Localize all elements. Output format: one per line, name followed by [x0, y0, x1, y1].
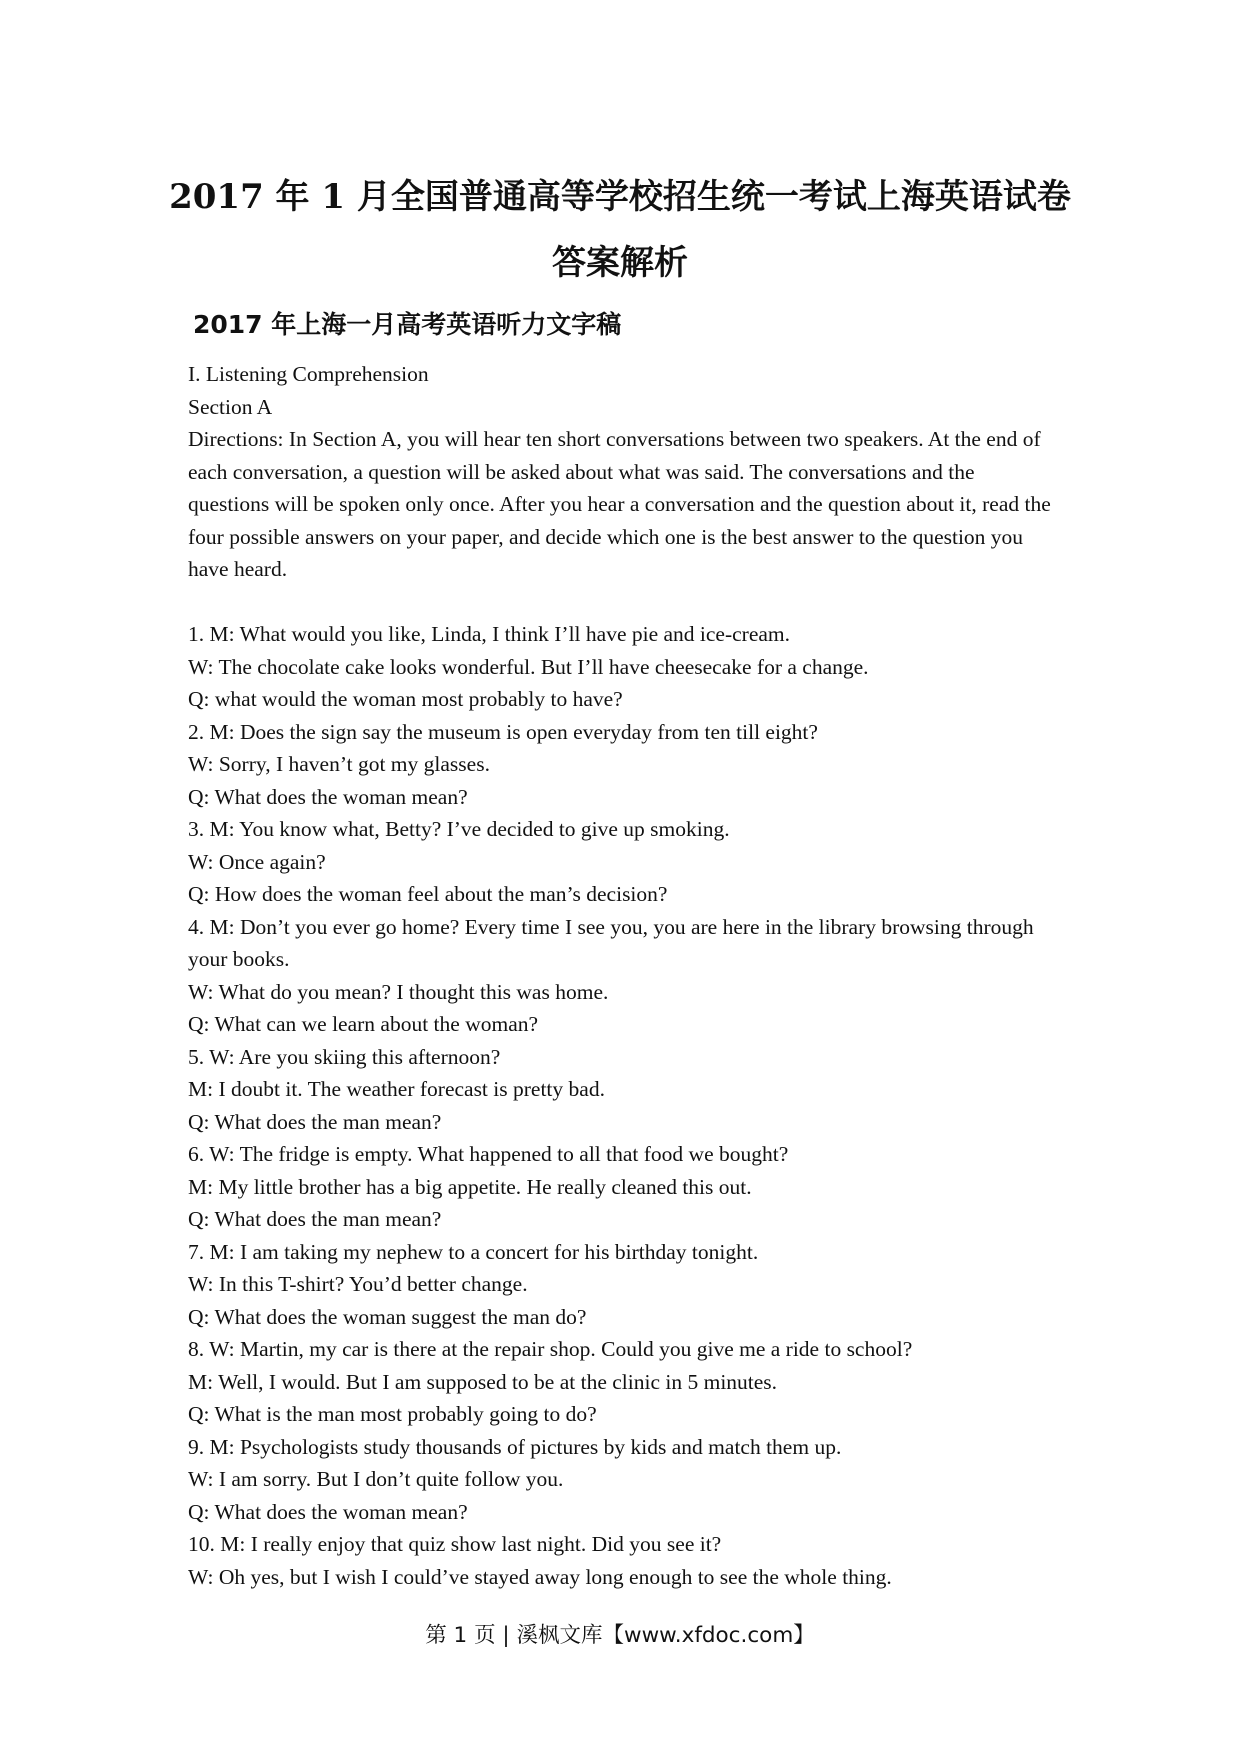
transcript-line: W: Once again?: [188, 849, 326, 874]
transcript-line: Q: What does the woman mean?: [188, 784, 468, 809]
transcript-line: Q: What does the woman suggest the man do?: [188, 1304, 587, 1329]
transcript-line: W: Oh yes, but I wish I could’ve stayed away long enough to see the whole thing.: [188, 1564, 892, 1589]
transcript-line: 7. M: I am taking my nephew to a concert for his birthday tonight.: [188, 1239, 759, 1264]
part-heading: I. Listening Comprehension: [188, 362, 429, 386]
document-title-line-1: 2017 年 1 月全国普通高等学校招生统一考试上海英语试卷: [169, 177, 1071, 217]
transcript-line: your books.: [188, 947, 290, 971]
directions-paragraph: Directions: In Section A, you will hear ten short conversations between two speakers. At the end of each conversation, a question will be asked about what was said. The conversations and the questions will be spoken only once. After you hear a conversation and the question about it, read the four possible answers on your paper, and decide which one is the best answer to the question you have heard.: [188, 427, 1051, 581]
transcript-line: Q: what would the woman most probably to have?: [188, 687, 623, 711]
transcript-line: Q: How does the woman feel about the man’s decision?: [188, 882, 668, 906]
transcript-line: 4. M: Don’t you ever go home? Every time I see you, you are here in the library browsing through: [188, 914, 1034, 939]
transcript-line: Q: What does the man mean?: [188, 1109, 442, 1134]
transcript-line: W: I am sorry. But I don’t quite follow you.: [188, 1467, 564, 1491]
transcript-line: W: In this T-shirt? You’d better change.: [188, 1272, 528, 1296]
transcript-line: Q: What does the man mean?: [188, 1207, 442, 1231]
transcript-line: Q: What is the man most probably going to do?: [188, 1402, 597, 1426]
transcript-line: W: The chocolate cake looks wonderful. But I’ll have cheesecake for a change.: [188, 654, 869, 679]
transcript-line: 6. W: The fridge is empty. What happened to all that food we bought?: [188, 1142, 789, 1166]
blank-line: [188, 586, 1058, 619]
transcript-line: 8. W: Martin, my car is there at the repair shop. Could you give me a ride to school?: [188, 1337, 913, 1361]
section-heading: Section A: [188, 394, 273, 419]
transcript-line: 9. M: Psychologists study thousands of pictures by kids and match them up.: [188, 1434, 842, 1459]
document-title-line-2: 答案解析: [552, 243, 688, 283]
transcript-line: M: Well, I would. But I am supposed to be at the clinic in 5 minutes.: [188, 1369, 778, 1394]
transcript-line: 10. M: I really enjoy that quiz show last night. Did you see it?: [188, 1532, 722, 1556]
document-body: [188, 358, 1058, 1593]
document-subtitle: 2017 年上海一月高考英语听力文字稿: [193, 310, 622, 339]
transcript-line: M: I doubt it. The weather forecast is pretty bad.: [188, 1077, 605, 1101]
transcript-line: 1. M: What would you like, Linda, I think I’ll have pie and ice-cream.: [188, 622, 791, 646]
transcript-line: W: Sorry, I haven’t got my glasses.: [188, 752, 490, 776]
transcript-line: Q: What can we learn about the woman?: [188, 1012, 539, 1036]
page-footer: 第 1 页 | 溪枫文库【www.xfdoc.com】: [425, 1623, 815, 1648]
transcript-line: M: My little brother has a big appetite. He really cleaned this out.: [188, 1174, 752, 1199]
transcript-line: W: What do you mean? I thought this was home.: [188, 979, 609, 1004]
transcript-line: 2. M: Does the sign say the museum is open everyday from ten till eight?: [188, 719, 818, 744]
transcript-line: 3. M: You know what, Betty? I’ve decided to give up smoking.: [188, 817, 730, 841]
transcript-line: Q: What does the woman mean?: [188, 1499, 468, 1524]
transcript-line: 5. W: Are you skiing this afternoon?: [188, 1044, 501, 1069]
